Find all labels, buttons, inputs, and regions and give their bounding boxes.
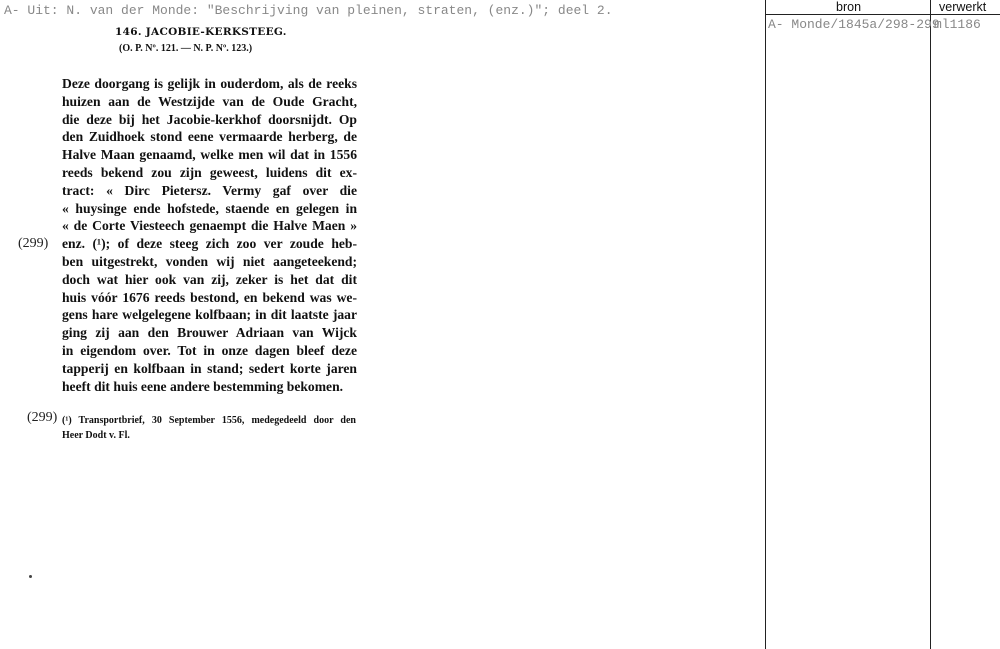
body-line: huizen aan de Westzijde van de Oude Gracht, [62,93,357,109]
body-line: die deze bij het Jacobie-kerkhof doorsnijdt. Op [62,111,357,127]
body-line: ging zij aan den Brouwer Adriaan van Wijck [62,325,357,341]
cell-bron: A- Monde/1845a/298-299 [768,17,940,32]
section-title: 146. JACOBIE-KERKSTEEG. [115,26,287,38]
section-subtitle: (O. P. Nº. 121. — N. P. Nº. 123.) [119,43,253,54]
body-line: den Zuidhoek stond eene vermaarde herberg, de [62,129,357,145]
source-header: A- Uit: N. van der Monde: "Beschrijving van pleinen, straten, (enz.)"; deel 2. [4,3,613,18]
body-line: in eigendom over. Tot in onze dagen bleef deze [62,342,357,358]
footnote-line: Heer Dodt v. Fl. [62,430,130,441]
body-line: gens hare welgelegene kolfbaan; in dit laatste jaar [62,307,357,323]
scan-speck [29,575,32,578]
body-line: heeft dit huis eene andere bestemming bekomen. [62,378,344,394]
table-border-left [765,0,766,649]
cell-verwerkt: ml1186 [934,17,981,32]
footnote-line: (¹) Transportbrief, 30 September 1556, medegedeeld door den [62,415,356,426]
body-line: tapperij en kolfbaan in stand; sedert korte jaren [62,360,357,376]
body-line: huis vóór 1676 reeds bestond, en bekend was we- [62,289,357,305]
column-header-bron: bron [836,0,862,14]
body-line: enz. (¹); of deze steeg zich zoo ver zoude heb- [62,236,357,252]
body-line: « de Corte Viesteech genaempt die Halve Maen » [62,218,357,234]
margin-page-note: (299) [18,236,49,251]
body-line: doch wat hier ook van zij, zeker is het dat dit [62,271,357,287]
body-text [62,75,357,395]
body-line: reeds bekend zou zijn geweest, luidens dit ex- [62,164,357,180]
margin-page-note-footnote: (299) [27,410,58,425]
footnote [62,413,356,443]
body-line: tract: « Dirc Pietersz. Vermy gaf over die [62,182,357,198]
body-line: Deze doorgang is gelijk in ouderdom, als de reeks [62,76,357,91]
column-header-verwerkt: verwerkt [939,0,987,14]
body-line: Halve Maan genaamd, welke men wil dat in 1556 [62,147,357,163]
table-header-divider [765,14,1000,15]
body-line: ben uitgestrekt, vonden wij niet aangeteekend; [62,253,357,269]
table-column-divider [930,0,931,649]
body-line: « huysinge ende hofstede, staende en gelegen in [62,200,357,216]
